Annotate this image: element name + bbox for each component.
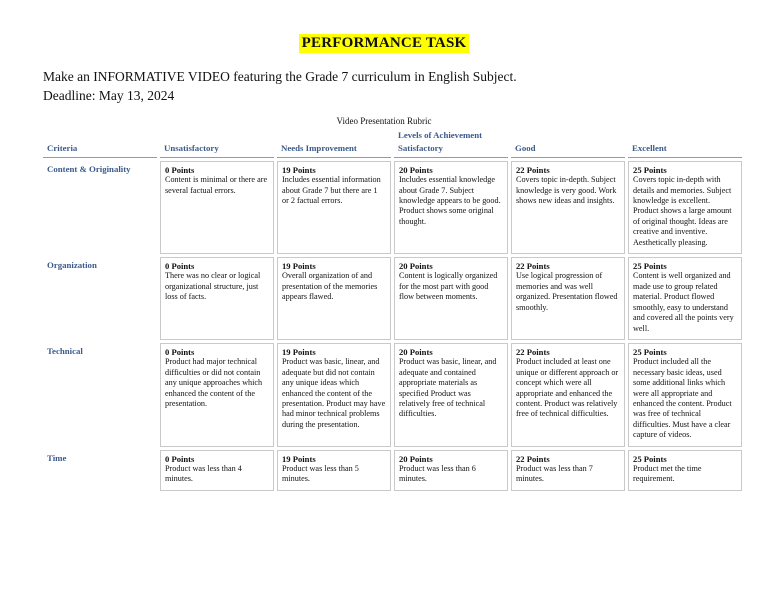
rubric-cell [277, 161, 391, 254]
criterion-label: Organization [47, 260, 97, 271]
cell-description: Product met the time requirement. [633, 463, 702, 484]
rubric-cell [160, 450, 274, 491]
rubric-cell [160, 257, 274, 340]
cell-description: Product was basic, linear, and adequate but did not contain any unique ideas which enhanced the content of the presentation. Product may have had minor technical problems during the presentation. [282, 357, 386, 429]
points-label: 22 Points [516, 261, 550, 272]
points-label: 25 Points [633, 261, 667, 272]
rubric-cell [511, 343, 625, 447]
cell-description: Includes essential information about Grade 7 but there are 1 or 2 factual errors. [282, 175, 381, 206]
cell-description: Content is well organized and made use to group related material. Product flowed smoothly, easy to understand and covered all the points very well. [633, 271, 734, 333]
rubric-cell [511, 257, 625, 340]
rubric-cell [628, 343, 742, 447]
column-header-satisfactory: Satisfactory [394, 140, 508, 157]
points-label: 20 Points [399, 453, 433, 464]
points-label: 19 Points [282, 261, 316, 272]
criterion-label: Time [47, 452, 67, 463]
column-header-unsatisfactory: Unsatisfactory [160, 140, 274, 157]
rubric-cell [394, 450, 508, 491]
cell-description: Product was less than 7 minutes. [516, 463, 593, 484]
points-label: 19 Points [282, 453, 316, 464]
rubric-table [40, 129, 745, 491]
task-instructions [43, 67, 517, 105]
rubric-cell [394, 161, 508, 254]
rubric-cell [160, 343, 274, 447]
points-label: 0 Points [165, 261, 195, 272]
task-description: Make an INFORMATIVE VIDEO featuring the Grade 7 curriculum in English Subject. [43, 69, 517, 84]
column-header-needs-improvement: Needs Improvement [277, 140, 391, 157]
levels-header-row [43, 129, 742, 140]
cell-description: There was no clear or logical organizational structure, just loss of facts. [165, 271, 261, 302]
rubric-caption: Video Presentation Rubric [336, 116, 432, 126]
points-label: 25 Points [633, 453, 667, 464]
rubric-cell [628, 450, 742, 491]
cell-description: Content is logically organized for the most part with good flow between moments. [399, 271, 498, 302]
points-label: 25 Points [633, 346, 667, 357]
points-label: 22 Points [516, 164, 550, 175]
rubric-cell [394, 257, 508, 340]
column-header-criteria: Criteria [43, 140, 157, 157]
cell-description: Product included at least one unique or different approach or concept which were all appropriate and enhanced the content. Product was relatively free of technical difficulties. [516, 357, 619, 419]
rubric-row [43, 343, 742, 447]
rubric-cell [628, 161, 742, 254]
rubric-row [43, 450, 742, 491]
points-label: 22 Points [516, 346, 550, 357]
rubric-row [43, 257, 742, 340]
points-label: 20 Points [399, 164, 433, 175]
points-label: 20 Points [399, 261, 433, 272]
cell-description: Product was less than 6 minutes. [399, 463, 476, 484]
rubric-table-container [40, 129, 734, 491]
rubric-cell [628, 257, 742, 340]
cell-description: Content is minimal or there are several factual errors. [165, 175, 268, 195]
cell-description: Product was basic, linear, and adequate and contained appropriate materials as specified Product was relatively free of technical difficulties. [399, 357, 497, 419]
column-header-row [43, 140, 742, 157]
points-label: 0 Points [165, 164, 195, 175]
rubric-cell [394, 343, 508, 447]
points-label: 19 Points [282, 164, 316, 175]
levels-header: Levels of Achievement [398, 130, 483, 140]
rubric-cell [277, 257, 391, 340]
cell-description: Overall organization of and presentation of the memories appears flawed. [282, 271, 378, 302]
rubric-cell [511, 450, 625, 491]
points-label: 19 Points [282, 346, 316, 357]
criterion-label: Content & Originality [47, 163, 131, 174]
column-header-good: Good [511, 140, 625, 157]
cell-description: Covers topic in-depth. Subject knowledge is very good. Work shows new ideas and insights. [516, 175, 617, 206]
points-label: 0 Points [165, 453, 195, 464]
cell-description: Product was less than 5 minutes. [282, 463, 359, 484]
rubric-cell [160, 161, 274, 254]
rubric-cell [277, 450, 391, 491]
cell-description: Includes essential knowledge about Grade 7. Subject knowledge appears to be good. Product shows some original thought. [399, 175, 501, 226]
rubric-row [43, 161, 742, 254]
cell-description: Product included all the necessary basic ideas, used some additional links which were all appropriate and enhanced the content. Product was free of technical difficulties. Must have a clear capture of videos. [633, 357, 732, 440]
points-label: 25 Points [633, 164, 667, 175]
rubric-body [43, 161, 742, 491]
cell-description: Product had major technical difficulties or did not contain any unique approaches which enhanced the content of the presentation. [165, 357, 263, 408]
points-label: 20 Points [399, 346, 433, 357]
cell-description: Covers topic in-depth with details and memories. Subject knowledge is excellent. Product shows a large amount of original thought. Ideas are creative and inventive. Aesthetically pleasing. [633, 175, 732, 247]
points-label: 22 Points [516, 453, 550, 464]
deadline: Deadline: May 13, 2024 [43, 88, 175, 103]
rubric-cell [277, 343, 391, 447]
points-label: 0 Points [165, 346, 195, 357]
title-container [0, 34, 768, 53]
cell-description: Product was less than 4 minutes. [165, 463, 242, 484]
page-title: PERFORMANCE TASK [299, 34, 470, 53]
rubric-cell [511, 161, 625, 254]
criterion-label: Technical [47, 345, 83, 356]
cell-description: Use logical progression of memories and was well organized. Presentation flowed smoothly. [516, 271, 618, 312]
column-header-excellent: Excellent [628, 140, 742, 157]
